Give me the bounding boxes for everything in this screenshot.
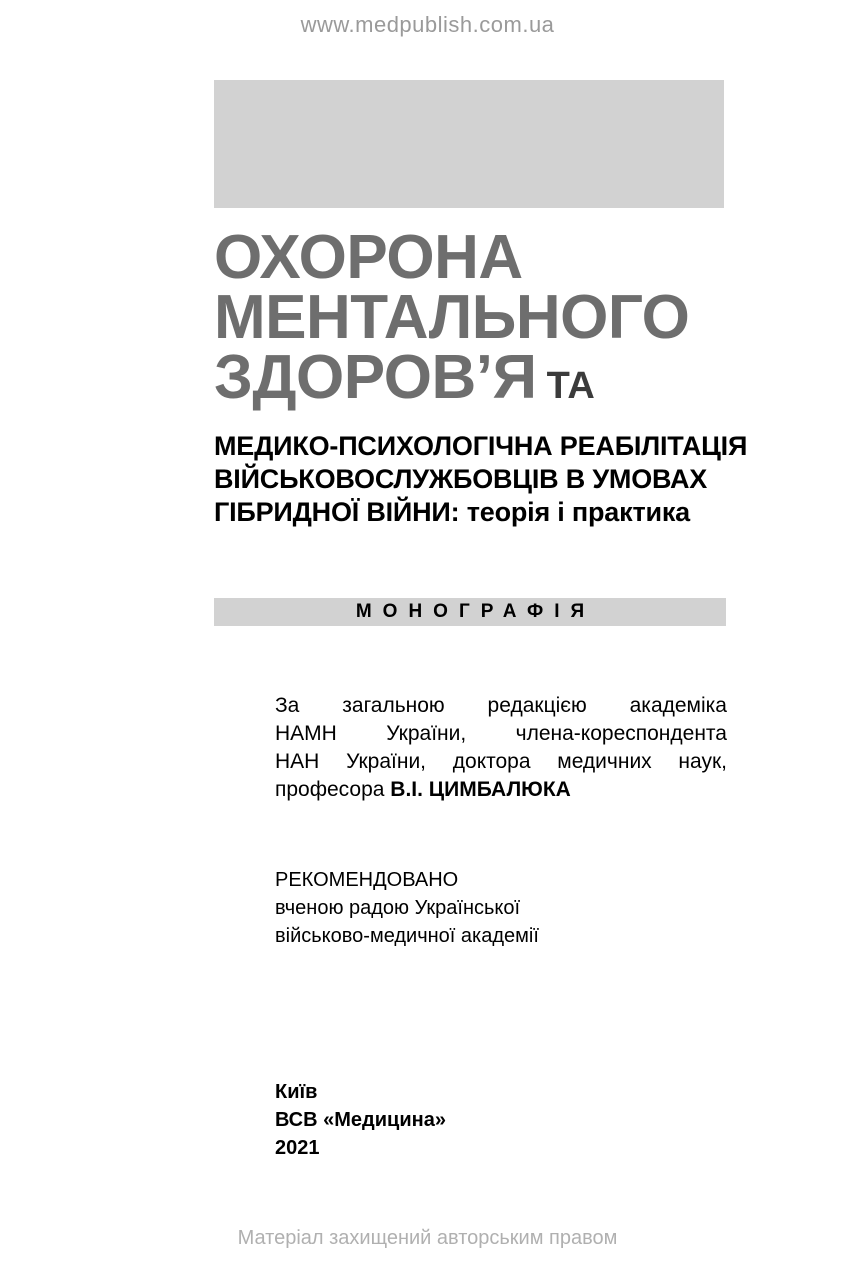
title-area xyxy=(214,223,748,529)
subtitle-line-3 xyxy=(214,496,726,529)
subtitle-line-1: МЕДИКО-ПСИХОЛОГІЧНА РЕАБІЛІТАЦІЯ xyxy=(214,431,748,461)
monograph-label: МОНОГРАФІЯ xyxy=(355,601,596,622)
main-title-line-2: МЕНТАЛЬНОГО xyxy=(214,283,690,352)
subtitle-line-3-upper: ГІБРИДНОЇ ВІЙНИ: xyxy=(214,497,460,527)
editor-line-2: НАМН України, члена-кореспондента xyxy=(275,722,727,745)
subtitle-line-3-mixed: теорія і практика xyxy=(459,497,690,527)
editor-line-1: За загальною редакцією академіка xyxy=(275,694,727,717)
main-title-line-3 xyxy=(214,343,726,416)
imprint-block xyxy=(275,1078,675,1162)
imprint-year: 2021 xyxy=(275,1137,320,1159)
recommendation-line-3: військово-медичної академії xyxy=(275,925,539,947)
editor-line-3: НАН України, доктора медичних наук, xyxy=(275,750,727,773)
imprint-publisher: ВСВ «Медицина» xyxy=(275,1109,446,1131)
editor-name: В.І. ЦИМБАЛЮКА xyxy=(390,778,571,801)
imprint-city: Київ xyxy=(275,1081,318,1103)
top-watermark-url: www.medpublish.com.ua xyxy=(300,12,555,37)
main-title-suffix: ТА xyxy=(546,365,595,407)
bottom-watermark-copyright: Матеріал захищений авторським правом xyxy=(237,1227,618,1249)
subtitle-line-2: ВІЙСЬКОВОСЛУЖБОВЦІВ В УМОВАХ xyxy=(214,464,708,494)
main-title-line-3-text: ЗДОРОВ’Я xyxy=(214,343,537,412)
subtitle xyxy=(214,430,748,529)
editor-credit xyxy=(275,692,727,804)
main-title xyxy=(214,223,726,416)
recommendation-heading: РЕКОМЕНДОВАНО xyxy=(275,869,459,891)
recommendation-block xyxy=(275,866,735,950)
main-title-line-1: ОХОРОНА xyxy=(214,223,523,292)
publisher-logo-placeholder xyxy=(214,80,724,208)
editor-line-4 xyxy=(275,776,727,804)
recommendation-line-2: вченою радою Української xyxy=(275,897,521,919)
editor-line-4-prefix: професора xyxy=(275,778,391,801)
monograph-band xyxy=(214,598,726,626)
